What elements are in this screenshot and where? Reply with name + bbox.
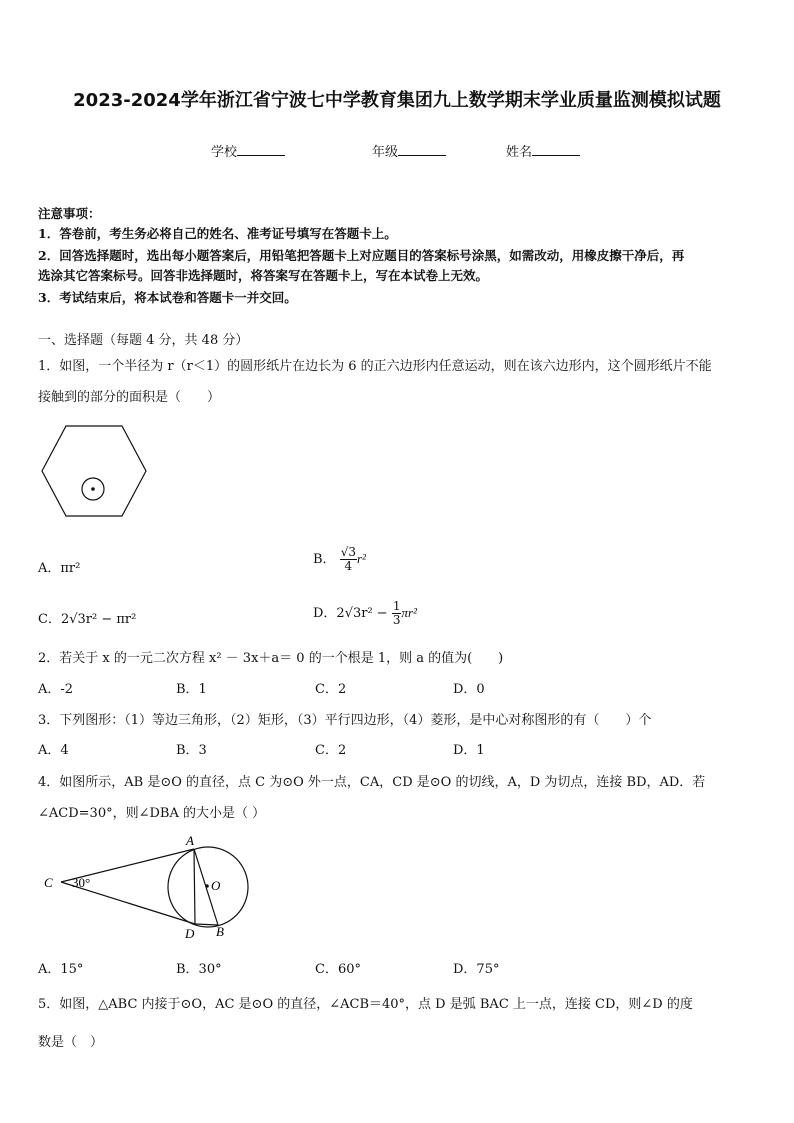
q2-text: 2．若关于 x 的一元二次方程 x² － 3x＋a＝ 0 的一个根是 1，则 a 的值为( ) bbox=[38, 651, 504, 666]
q1-option-d bbox=[313, 600, 417, 627]
notice-heading: 注意事项： bbox=[38, 206, 101, 221]
notice-item-1: 1．答卷前，考生务必将自己的姓名、准考证号填写在答题卡上。 bbox=[38, 226, 397, 241]
q4-text-1: 4．如图所示，AB 是⊙O 的直径，点 C 为⊙O 外一点，CA，CD 是⊙O 的切线，A，D 为切点，连接 BD，AD．若 bbox=[38, 775, 706, 790]
chord-bd bbox=[195, 924, 218, 925]
label-o: O bbox=[211, 878, 221, 893]
grade-blank bbox=[398, 143, 446, 156]
q1-option-c: C．2√3r² − πr² bbox=[38, 612, 137, 627]
q1-option-b bbox=[313, 546, 366, 573]
name-label: 姓名 bbox=[506, 145, 533, 160]
q1-b-denominator: 4 bbox=[344, 559, 353, 573]
label-c: C bbox=[44, 875, 53, 890]
chord-ad bbox=[194, 849, 195, 924]
q1-d-term: πr² bbox=[401, 605, 417, 620]
hexagon-shape bbox=[42, 426, 146, 516]
label-d: D bbox=[185, 926, 195, 941]
notice-item-3: 3．考试结束后，将本试卷和答题卡一并交回。 bbox=[38, 290, 297, 305]
q4-option-c: C．60° bbox=[315, 962, 361, 977]
label-a: A bbox=[186, 833, 194, 848]
q1-option-b-fraction bbox=[340, 546, 357, 573]
label-b: B bbox=[216, 924, 224, 939]
circle-center bbox=[91, 487, 95, 491]
q1-option-d-label: D．2√3r² − bbox=[313, 606, 388, 621]
school-label: 学校 bbox=[211, 145, 238, 160]
q5-text-1: 5．如图，△ABC 内接于⊙O，AC 是⊙O 的直径，∠ACB＝40°，点 D 是弧 BAC 上一点，连接 CD，则∠D 的度 bbox=[38, 997, 693, 1012]
q2-option-a: A．-2 bbox=[38, 682, 74, 697]
grade-label: 年级 bbox=[372, 145, 399, 160]
q1-b-numerator: √3 bbox=[340, 545, 356, 559]
q2-option-c: C．2 bbox=[315, 682, 347, 697]
q1-option-b-label: B． bbox=[313, 552, 336, 567]
q3-option-a: A．4 bbox=[38, 743, 69, 758]
grade-field bbox=[372, 141, 446, 160]
q4-option-b: B．30° bbox=[176, 962, 222, 977]
notice-item-2: 2．回答选择题时，选出每小题答案后，用铅笔把答题卡上对应题目的答案标号涂黑，如需改动，用橡皮擦干净后，再 bbox=[38, 248, 685, 263]
q1-option-a: A．πr² bbox=[38, 561, 81, 576]
school-blank bbox=[237, 143, 285, 156]
q2-option-b: B．1 bbox=[176, 682, 207, 697]
q1-text-1: 1．如图，一个半径为 r（r＜1）的圆形纸片在边长为 6 的正六边形内任意运动，则在该六边形内，这个圆形纸片不能 bbox=[38, 359, 712, 374]
q4-option-d: D．75° bbox=[453, 962, 500, 977]
q4-option-a: A．15° bbox=[38, 962, 84, 977]
q1-text-2: 接触到的部分的面积是（ ） bbox=[38, 390, 221, 405]
q1-d-denominator: 3 bbox=[392, 613, 401, 627]
label-angle: 30° bbox=[72, 875, 91, 890]
name-blank bbox=[532, 143, 580, 156]
name-field bbox=[506, 141, 580, 160]
tangent-circle-figure bbox=[38, 832, 250, 944]
hexagon-figure bbox=[38, 424, 150, 518]
q3-option-d: D．1 bbox=[453, 743, 485, 758]
page-title: 2023-2024学年浙江省宁波七中学教育集团九上数学期末学业质量监测模拟试题 bbox=[73, 90, 721, 111]
q3-option-b: B．3 bbox=[176, 743, 207, 758]
school-field bbox=[211, 141, 285, 160]
q3-option-c: C．2 bbox=[315, 743, 347, 758]
q1-b-term: r² bbox=[356, 551, 366, 566]
q4-text-2: ∠ACD=30°，则∠DBA 的大小是（ ） bbox=[38, 806, 266, 821]
q2-option-d: D．0 bbox=[453, 682, 485, 697]
q5-text-2: 数是（ ） bbox=[38, 1035, 104, 1050]
section-heading: 一、选择题（每题 4 分，共 48 分） bbox=[38, 333, 249, 348]
q3-text: 3．下列图形：（1）等边三角形，（2）矩形，（3）平行四边形，（4）菱形，是中心对称图形的有（ ）个 bbox=[38, 713, 652, 728]
q1-d-numerator: 1 bbox=[392, 599, 401, 613]
center-o bbox=[205, 884, 209, 888]
notice-item-2-cont: 选涂其它答案标号。回答非选择题时，将答案写在答题卡上，写在本试卷上无效。 bbox=[38, 268, 489, 283]
